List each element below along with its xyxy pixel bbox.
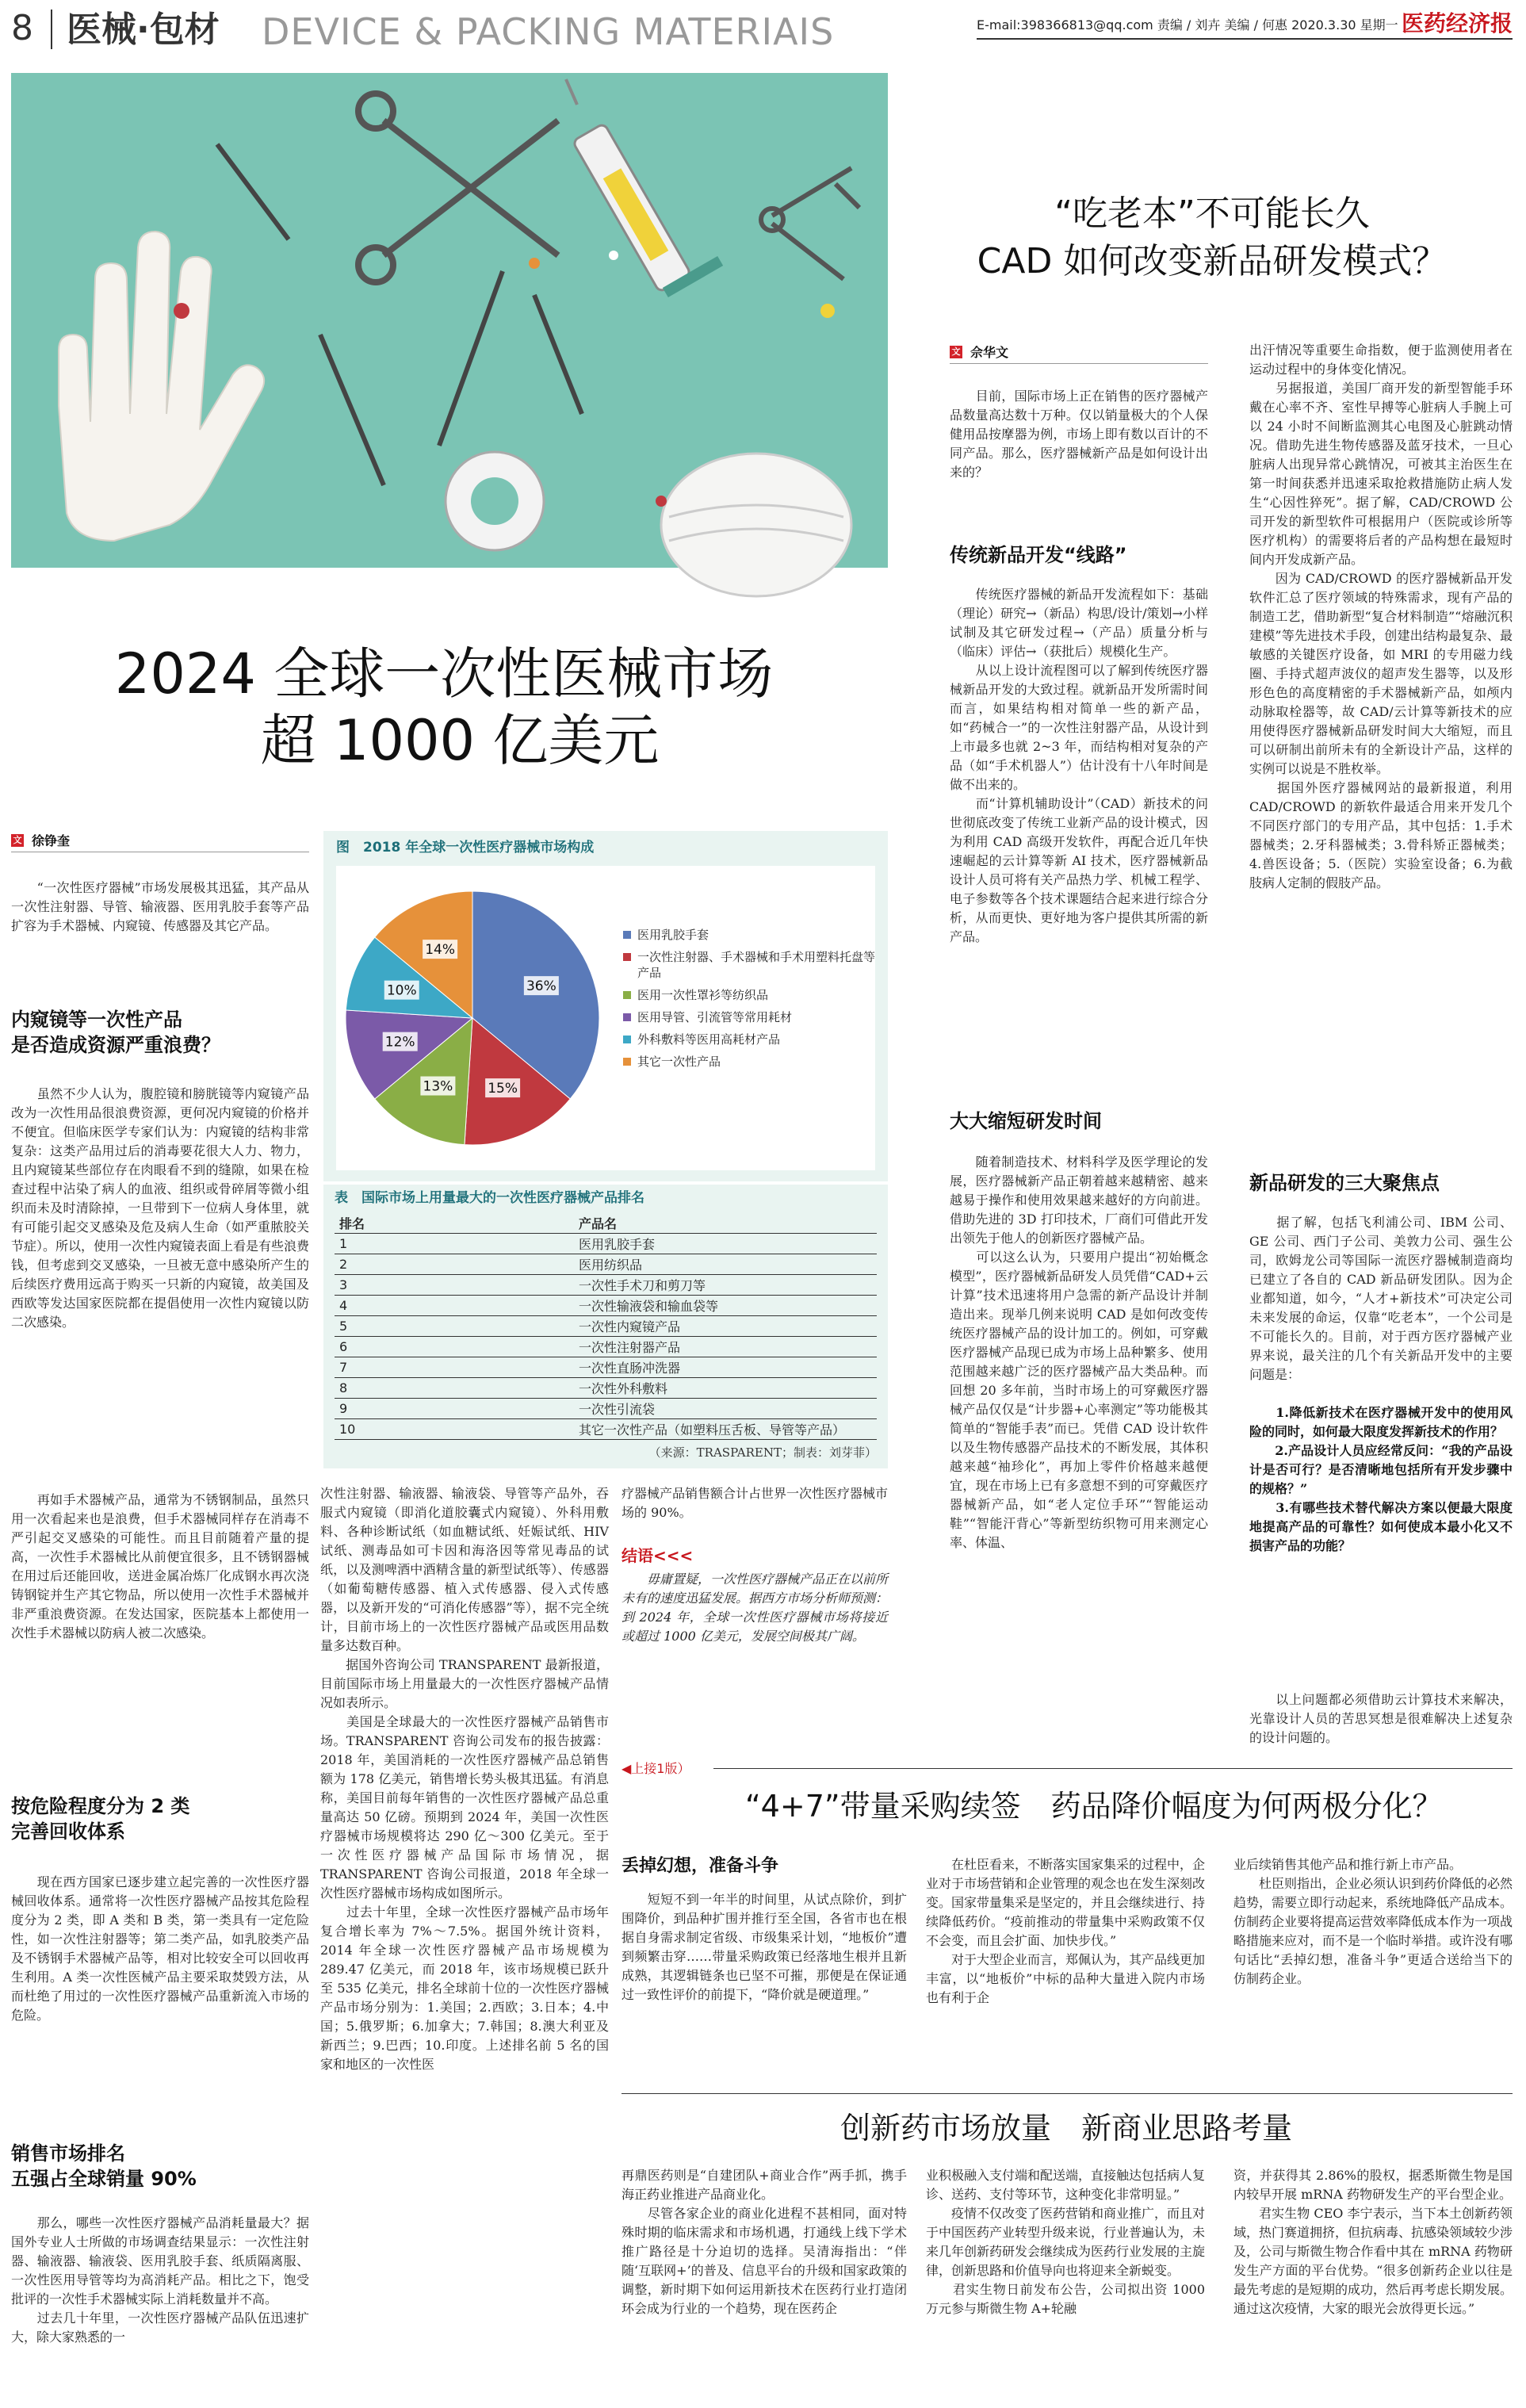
- author-mark-icon: 文: [11, 834, 24, 847]
- table-row: [335, 1316, 877, 1337]
- article1-subhead-2: 按危险程度分为 2 类 完善回收体系: [11, 1795, 190, 1843]
- legend-label: 医用乳胶手套: [637, 928, 709, 942]
- rank-cell: 9: [335, 1399, 574, 1419]
- pie-chart-inner: [336, 866, 875, 1170]
- article1-title: [24, 641, 864, 774]
- article2-c1-subhead-2: 大大缩短研发时间: [950, 1110, 1102, 1132]
- rank-table-box: [323, 1185, 888, 1468]
- table-row: [335, 1399, 877, 1419]
- article2-author: 佘华文: [970, 345, 1009, 360]
- article3-col1: 短短不到一年半的时间里，从试点除价，到扩围降价，到品种扩围并推行至全国，各省市也在根据自身需求制定省级、市级集采计划，“地板价”遭到频繁击穿……带量采购政策已经落地生根并且新成熟，其逻辑链条也已坚不可摧，那便是在保证通过一致性评价的前提下，“降价就是硬道理。”: [621, 1892, 907, 2002]
- syringe-icon: [566, 79, 723, 297]
- article2-c2-questions: 1.降低新技术在医疗器械开发中的使用风险的同时，如何最大限度发挥新技术的作用？ 2.产品设计人员应经常反问：“我的产品设计是否可行？是否清晰地包括所有开发步骤中的规格？” 3.有哪些技术替代解决方案以便最大限度地提高产品的可靠性？如何使成本最小化又不损害产品的功能？: [1249, 1405, 1513, 1553]
- article1-col2: 次性注射器、输液器、输液袋、导管等产品外，吞服式内窥镜（即消化道胶囊式内窥镜）、外科用敷料、各种诊断试纸（如血糖试纸、妊娠试纸、HIV 试纸、测毒品如可卡因和海洛因等常见毒品的试纸，以及测啤酒中酒精含量的新型试纸等）、传感器（如葡萄糖传感器、植入式传感器、侵入式传感器，以及新开发的“可消化传感器”等），据不完全统计，目前市场上的一次性医疗器械产品或医用品数量多达数百种。 据国外咨询公司 TRANSPARENT 最新报道，目前国际市场上用量最大的一次性医疗器械产品情况如表所示。 美国是全球最大的一次性医疗器械产品销售市场。TRANSPARENT 咨询公司发布的报告披露：2018 年，美国消耗的一次性医疗器械产品总销售额为 178 亿美元，销售增长势头极其迅猛。有消息称，美国目前每年销售的一次性医疗器械产品总重量高达 50 亿磅。预期到 2024 年，美国一次性医疗器械市场规模将达 290 亿～300 亿美元。至于一次性医疗器械产品国际市场情况，据 TRANSPARENT 咨询公司报道，2018 年全球一次性医疗器械市场构成如图所示。 过去十年里，全球一次性医疗器械产品市场年复合增长率为 7%～7.5%。据国外统计资料，2014 年全球一次性医疗器械产品市场规模为 289.47 亿美元，而 2018 年，该市场规模已跃升至 535 亿美元，排名全球前十位的一次性医疗器械产品市场分别为：1.美国；2.西欧；3.日本；4.中国；5.俄罗斯；6.加拿大；7.韩国；8.澳大利亚及新西兰；9.巴西；10.印度。上述排名前 5 名的国家和地区的一次性医: [320, 1486, 609, 2072]
- article4-col1: 再鼎医药则是“自建团队+商业合作”两手抓，携手海正药业推进产品商业化。 尽管各家企业的商业化进程不甚相同，面对特殊时期的临床需求和市场机遇，打通线上线下学术推广路径是十分迫切的选择。吴清海指出：“伴随‘互联网+’的普及、信息平台的升级和国家政策的调整，新时期下如何运用新技术在医药行业打造闭环会成为行业的一个趋势，现在医药企: [621, 2168, 907, 2316]
- pie-chart-box: [323, 831, 888, 1181]
- article1-conclusion: 毋庸置疑，一次性医疗器械产品正在以前所未有的速度迅猛发展。据西方市场分析师预测：到 2024 年，全球一次性医疗器械市场将接近或超过 1000 亿美元，发展空间极其广阔。: [621, 1572, 889, 1644]
- product-cell: 医用乳胶手套: [574, 1234, 877, 1254]
- scalpel-icon: [217, 144, 582, 485]
- rank-cell: 6: [335, 1337, 574, 1357]
- legend-swatch: [623, 931, 631, 939]
- article3-col2: 在杜臣看来，不断落实国家集采的过程中，企业对于市场营销和企业管理的观念也在发生深刻改变。国家带量集采是坚定的，并且会继续进行、持续降低药价。“疫前推动的带量集中采购政策不仅不会变，而且会扩面、加快步伐。” 对于大型企业而言，郑佩认为，其产品线更加丰富，以“地板价”中标的品种大量进入院内市场也有利于企: [926, 1857, 1206, 2005]
- table-row: [335, 1337, 877, 1357]
- issue-meta: E-mail:398366813@qq.com 责编 / 刘卉 美编 / 何惠 2020.3.30 星期一: [977, 17, 1398, 33]
- slice-label: 14%: [425, 942, 456, 959]
- pie-chart: [336, 866, 875, 1170]
- rank-cell: 2: [335, 1254, 574, 1275]
- article1-subhead-3: 销售市场排名 五强占全球销量 90%: [11, 2142, 197, 2190]
- rank-table: [335, 1213, 877, 1440]
- illustration-art: [11, 73, 888, 568]
- pie-chart-title: 图 2018 年全球一次性医疗器械市场构成: [336, 840, 595, 856]
- table-row: [335, 1234, 877, 1254]
- article1-subhead-1: 内窥镜等一次性产品 是否造成资源严重浪费？: [11, 1009, 220, 1056]
- slice-label: 15%: [488, 1081, 518, 1097]
- rank-cell: 1: [335, 1234, 574, 1254]
- table-header-row: [335, 1213, 877, 1234]
- legend-swatch: [623, 1036, 631, 1043]
- product-cell: 医用纺织品: [574, 1254, 877, 1275]
- article4-col3: 资，并获得其 2.86%的股权，据悉斯微生物是国内较早开展 mRNA 药物研发生产的平台型企业。 君实生物 CEO 李宁表示，当下本土创新药领域，热门赛道拥挤，但抗病毒、抗感染领域较少涉及，公司与斯微生物合作看中其在 mRNA 药物研发生产方面的平台优势。“很多创新药企业以往是最先考虑的是短期的成功，然后再考虑长期发展。通过这次疫情，大家的眼光会放得更长远。”: [1233, 2168, 1513, 2316]
- article1-para-1: 虽然不少人认为，腹腔镜和膀胱镜等内窥镜产品改为一次性用品很浪费资源，更何况内窥镜的价格并不便宜。但临床医学专家们认为：内窥镜的结构非常复杂：这类产品用过后的消毒要花很大人力、物力，且内窥镜某些部位存在肉眼看不到的缝隙，如果在检查过程中沾染了病人的血液、组织或骨碎屑等微小组织而未及时清除掉，一旦带到下一位病人身体里，就有可能引起交叉感染及危及病人生命（如严重脓胶关节症）。所以，使用一次性内窥镜表面上看是有些浪费钱，但考虑到交叉感染，一旦被无意中感染所产生的后续医疗费用远高于购买一只新的内窥镜，故美国及西欧等发达国家医院都在提倡使用一次性内窥镜以防二次感染。: [11, 1086, 310, 1330]
- legend-label: 一次性注射器、手术器械和手术用塑料托盘等: [637, 950, 876, 964]
- slice-label: 36%: [526, 978, 556, 995]
- article4-col2: 业积极融入支付端和配送端，直接触达包括病人复诊、送药、支付等环节，这种变化非常明显。” 疫情不仅改变了医药营销和商业推广，而且对于中国医药产业转型升级来说，行业普遍认为，未来几年创新药研发会继续成为医药行业发展的主旋律，创新思路和价值导向也将迎来全新蜕变。 君实生物日前发布公告，公司拟出资 1000 万元参与斯微生物 A+轮融: [926, 2168, 1206, 2316]
- article2-c2-subhead: 新品研发的三大聚焦点: [1249, 1172, 1440, 1194]
- legend-label: 医用导管、引流管等常用耗材: [637, 1010, 793, 1024]
- medical-tools-illustration: [11, 73, 888, 568]
- article4-top-rule: [621, 2093, 1513, 2094]
- article4-title: 创新药市场放量 新商业思路考量: [840, 2111, 1293, 2146]
- legend-label: 医用一次性罩衫等纺织品: [637, 988, 769, 1002]
- masthead-divider: [51, 10, 52, 49]
- product-cell: 一次性手术刀和剪刀等: [574, 1275, 877, 1296]
- legend-label: 外科敷料等医用高耗材产品: [637, 1032, 781, 1047]
- slice-label: 13%: [423, 1078, 453, 1095]
- table-row: [335, 1254, 877, 1275]
- article1-para-2: 再如手术器械产品，通常为不锈钢制品，虽然只用一次看起来也是浪费，但手术器械同样存在消毒不严引起交叉感染的可能性。而且目前随着产量的提高，一次性手术器械比从前便宜很多，且不锈钢器械在用过后还能回收，送进金属冶炼厂化成钢水再次浇铸钢锭并生产其它物品，所以使用一次性手术器械并非严重浪费资源。在发达国家，医院基本上都使用一次性手术器械以防病人被二次感染。: [11, 1492, 309, 1640]
- masthead-rule: [977, 38, 1513, 40]
- product-cell: 一次性外科敷料: [574, 1378, 877, 1399]
- slice-label: 10%: [386, 982, 417, 999]
- rank-cell: 10: [335, 1419, 574, 1440]
- table-row: [335, 1275, 877, 1296]
- product-cell: 一次性内窥镜产品: [574, 1316, 877, 1337]
- product-cell: 其它一次性产品（如塑料压舌板、导管等产品）: [574, 1419, 877, 1440]
- conclusion-heading: 结语<<<: [621, 1546, 694, 1565]
- article1-author: 徐铮奎: [32, 833, 71, 848]
- rank-cell: 3: [335, 1275, 574, 1296]
- product-cell: 产品名: [574, 1213, 877, 1234]
- article2-c2-para-3: 以上问题都必须借助云计算技术来解决，光靠设计人员的苦思冥想是很难解决上述复杂的设计问题的。: [1249, 1692, 1513, 1745]
- table-row: [335, 1296, 877, 1316]
- article3-top-rule: [713, 1768, 1513, 1769]
- article2-c2-para-1: 出汗情况等重要生命指数，便于监测使用者在运动过程中的身体变化情况。 另据报道，美国厂商开发的新型智能手环戴在心率不齐、室性早搏等心脏病人手腕上可以 24 小时不间断监测其心电图及心脏跳动情况。借助先进生物传感器及蓝牙技术，一旦心脏病人出现异常心跳情况，可被其主治医生在第一时间获悉并迅速采取抢救措施防止病人发生“心因性猝死”。据了解，CAD/CROWD 公司开发的新型软件可根据用户（医院或诊所等医疗机构）的需要将后者的产品构想在最短时间内开发成新产品。 因为 CAD/CROWD 的医疗器械新品开发软件汇总了医疗领域的特殊需求，现有产品的制造工艺，借助新型“复合材料制造”“熔融沉积建模”等先进技术手段，创建出结构最复杂、最敏感的关键医疗设备，如 MRI 的专用磁力线圈、手持式超声波仪的超声发生器等，以及形形色色的高度精密的手术器械新产品，如颅内动脉取栓器等，故 CAD/云计算等新技术的应用使得医疗器械新品研发时间大大缩短，而且可以研制出前所未有的全新设计产品，这样的实例可以说是不胜枚举。 据国外医疗器械网站的最新报道，利用 CAD/CROWD 的新软件最适合用来开发几个不同医疗部门的专用产品，其中包括：1.手术器械类；2.牙科器械类；3.骨科矫正器械类；4.兽医设备；5.（医院）实验室设备；6.为截肢病人定制的假肢产品。: [1249, 343, 1513, 890]
- legend-swatch: [623, 991, 631, 999]
- page-number: 8: [11, 8, 33, 48]
- article2-c1-para-1: 目前，国际市场上正在销售的医疗器械产品数量高达数十万种。仅以销量极大的个人保健用品按摩器为例，市场上即有数以百计的不同产品。那么，医疗器械新产品是如何设计出来的？: [950, 389, 1208, 480]
- author-mark-icon: 文: [950, 346, 962, 358]
- article2-title-line2: CAD 如何改变新品研发模式？: [977, 241, 1448, 281]
- article1-para-3: 现在西方国家已逐步建立起完善的一次性医疗器械回收体系。通常将一次性医疗器械产品按其危险程度分为 2 类，即 A 类和 B 类，第一类具有一定危险性，如一次性注射器等；第二类产品，如乳胶类产品及不锈钢手术器械产品等，相对比较安全可以回收再生利用。A 类一次性医械产品主要采取焚毁方法，从而杜绝了用过的一次性医疗器械产品重新流入市场的危险。: [11, 1874, 309, 2023]
- rank-cell: 8: [335, 1378, 574, 1399]
- product-cell: 一次性直肠冲洗器: [574, 1357, 877, 1378]
- rank-table-wrap: [335, 1213, 877, 1440]
- legend-label: 其它一次性产品: [637, 1055, 721, 1069]
- article1-title-line1: 2024 全球一次性医械市场: [114, 641, 774, 706]
- article3-subhead: 丢掉幻想，准备斗争: [621, 1856, 779, 1876]
- article2-byline: [950, 343, 1008, 361]
- rank-cell: 4: [335, 1296, 574, 1316]
- article2-c1-subhead-1: 传统新品开发“线路”: [950, 544, 1127, 566]
- forceps-icon: [761, 168, 859, 279]
- article2-title: [904, 190, 1520, 285]
- product-cell: 一次性引流袋: [574, 1399, 877, 1419]
- legend-label: 产品: [637, 966, 662, 980]
- legend-swatch: [623, 1058, 631, 1066]
- table-row: [335, 1419, 877, 1440]
- tape-roll-icon: [446, 452, 544, 550]
- masthead: [0, 0, 1526, 62]
- article1-col3: 疗器械产品销售额合计占世界一次性医疗器械市场的 90%。: [621, 1486, 889, 1520]
- paper-name: 医药经济报: [1402, 10, 1513, 36]
- product-cell: 一次性注射器产品: [574, 1337, 877, 1357]
- rank-cell: 7: [335, 1357, 574, 1378]
- article2-title-line1: “吃老本”不可能长久: [1054, 193, 1370, 234]
- article2-c1-para-3: 随着制造技术、材料科学及医学理论的发展，医疗器械新产品正朝着越来越精密、越来越易于操作和使用效果越来越好的方向前进。借助先进的 3D 打印技术，厂商们可借此开发出领先于他人的创新医疗器械产品。 可以这么认为，只要用户提出“初始概念模型”，医疗器械新品研发人员凭借“CAD+云计算”技术迅速将用户急需的新产品设计并制造出来。现举几例来说明 CAD 是如何改变传统医疗器械产品的设计加工的。例如，可穿戴医疗器械产品现已成为市场上品种繁多、使用范围越来越广泛的医疗器械产品大类品种。而回想 20 多年前，当时市场上的可穿戴医疗器械产品仅仅是“计步器+心率测定”等功能极其简单的“智能手表”而已。凭借 CAD 设计软件以及生物传感器产品技术的不断发展，其体积越来越“袖珍化”，再加上零件价格越来越便宜，现在市场上已有多意想不到的可穿戴医疗器械新产品，如“老人定位手环”“智能运动鞋”“智能汗背心”等新型纺织物可用来测定心率、体温、: [950, 1154, 1208, 1550]
- section-title-en: DEVICE & PACKING MATERIAIS: [262, 10, 835, 53]
- mask-icon: [661, 454, 851, 596]
- article3-continued-mark[interactable]: ◀上接1版）: [621, 1761, 690, 1776]
- article2-c1-para-2: 传统医疗器械的新品开发流程如下：基础（理论）研究→（新品）构思/设计/策划→小样试制及其它研发过程→（产品）质量分析与（临床）评估→（获批后）规模化生产。 从以上设计流程图可以了解到传统医疗器械新品开发的大致过程。就新品开发所需时间而言，如果结构相对简单一些的新产品，如“药械合一”的一次性注射器产品，从设计到上市最多也就 2~3 年，而结构相对复杂的产品（如“手术机器人”）估计没有十八年时间是做不出来的。 而“计算机辅助设计”（CAD）新技术的问世彻底改变了传统工业新产品的设计模式，因为利用 CAD 高级开发软件，再配合近几年快速崛起的云计算等新 AI 技术，医疗器械新品设计人员可将有关产品热力学、机械工程学、电子参数等各个技术课题结合起来进行综合分析，从而更快、更好地为客户提供其所需的新产品。: [950, 587, 1208, 944]
- article1-para-4: 那么，哪些一次性医疗器械产品消耗量最大？据国外专业人士所做的市场调查结果显示：一次性注射器、输液器、输液袋、医用乳胶手套、纸质隔离服、一次性医用导管等均为高消耗产品。相比之下，饱受批评的一次性手术器械实际上消耗数量并不高。 过去几十年里，一次性医疗器械产品队伍迅速扩大，除大家熟悉的一: [11, 2215, 309, 2345]
- table-row: [335, 1357, 877, 1378]
- legend-swatch: [623, 1013, 631, 1021]
- article1-title-line2: 超 1000 亿美元: [260, 708, 660, 773]
- rank-cell: 排名: [335, 1213, 574, 1234]
- slice-label: 12%: [384, 1034, 415, 1051]
- legend-swatch: [623, 953, 631, 961]
- glove-icon: [59, 232, 264, 541]
- article2-c2-para-2: 据了解，包括飞利浦公司、IBM 公司、GE 公司、西门子公司、美敦力公司、强生公司，欧姆龙公司等国际一流医疗器械制造商均已建立了各自的 CAD 新品研发团队。因为企业都知道，如今，“人才+新技术”可决定公司未来发展的命运，仅靠“吃老本”，一个公司是不可能长久的。目前，对于西方医疗器械产业界来说，最关注的几个有关新品开发中的主要问题是：: [1249, 1215, 1513, 1382]
- article3-col3: 业后续销售其他产品和推行新上市产品。 杜臣则指出，企业必须认识到药价降低的必然趋势，需要立即行动起来，系统地降低产品成本。仿制药企业要将提高运营效率降低成本作为一项战略措施来应对，而不是一个临时举措。或许没有哪句话比“丢掉幻想，准备斗争”更适合送给当下的仿制药企业。: [1233, 1857, 1513, 1986]
- rank-cell: 5: [335, 1316, 574, 1337]
- article1-byline: [11, 831, 70, 849]
- scissors-icon: [358, 94, 558, 282]
- table-row: [335, 1378, 877, 1399]
- rank-table-source: （来源：TRASPARENT；制表：刘芽菲）: [648, 1445, 877, 1460]
- section-title-cn: 医械·包材: [67, 10, 220, 50]
- article1-intro: “一次性医疗器械”市场发展极其迅猛，其产品从一次性注射器、导管、输液器、医用乳胶手套等产品扩容为手术器械、内窥镜、传感器及其它产品。: [11, 880, 309, 933]
- rank-table-title: 表 国际市场上用量最大的一次性医疗器械产品排名: [335, 1190, 644, 1206]
- article2-byline-rule: [950, 363, 1208, 364]
- article3-title: “4+7”带量采购续签 药品降价幅度为何两极分化？: [745, 1789, 1443, 1824]
- product-cell: 一次性输液袋和输血袋等: [574, 1296, 877, 1316]
